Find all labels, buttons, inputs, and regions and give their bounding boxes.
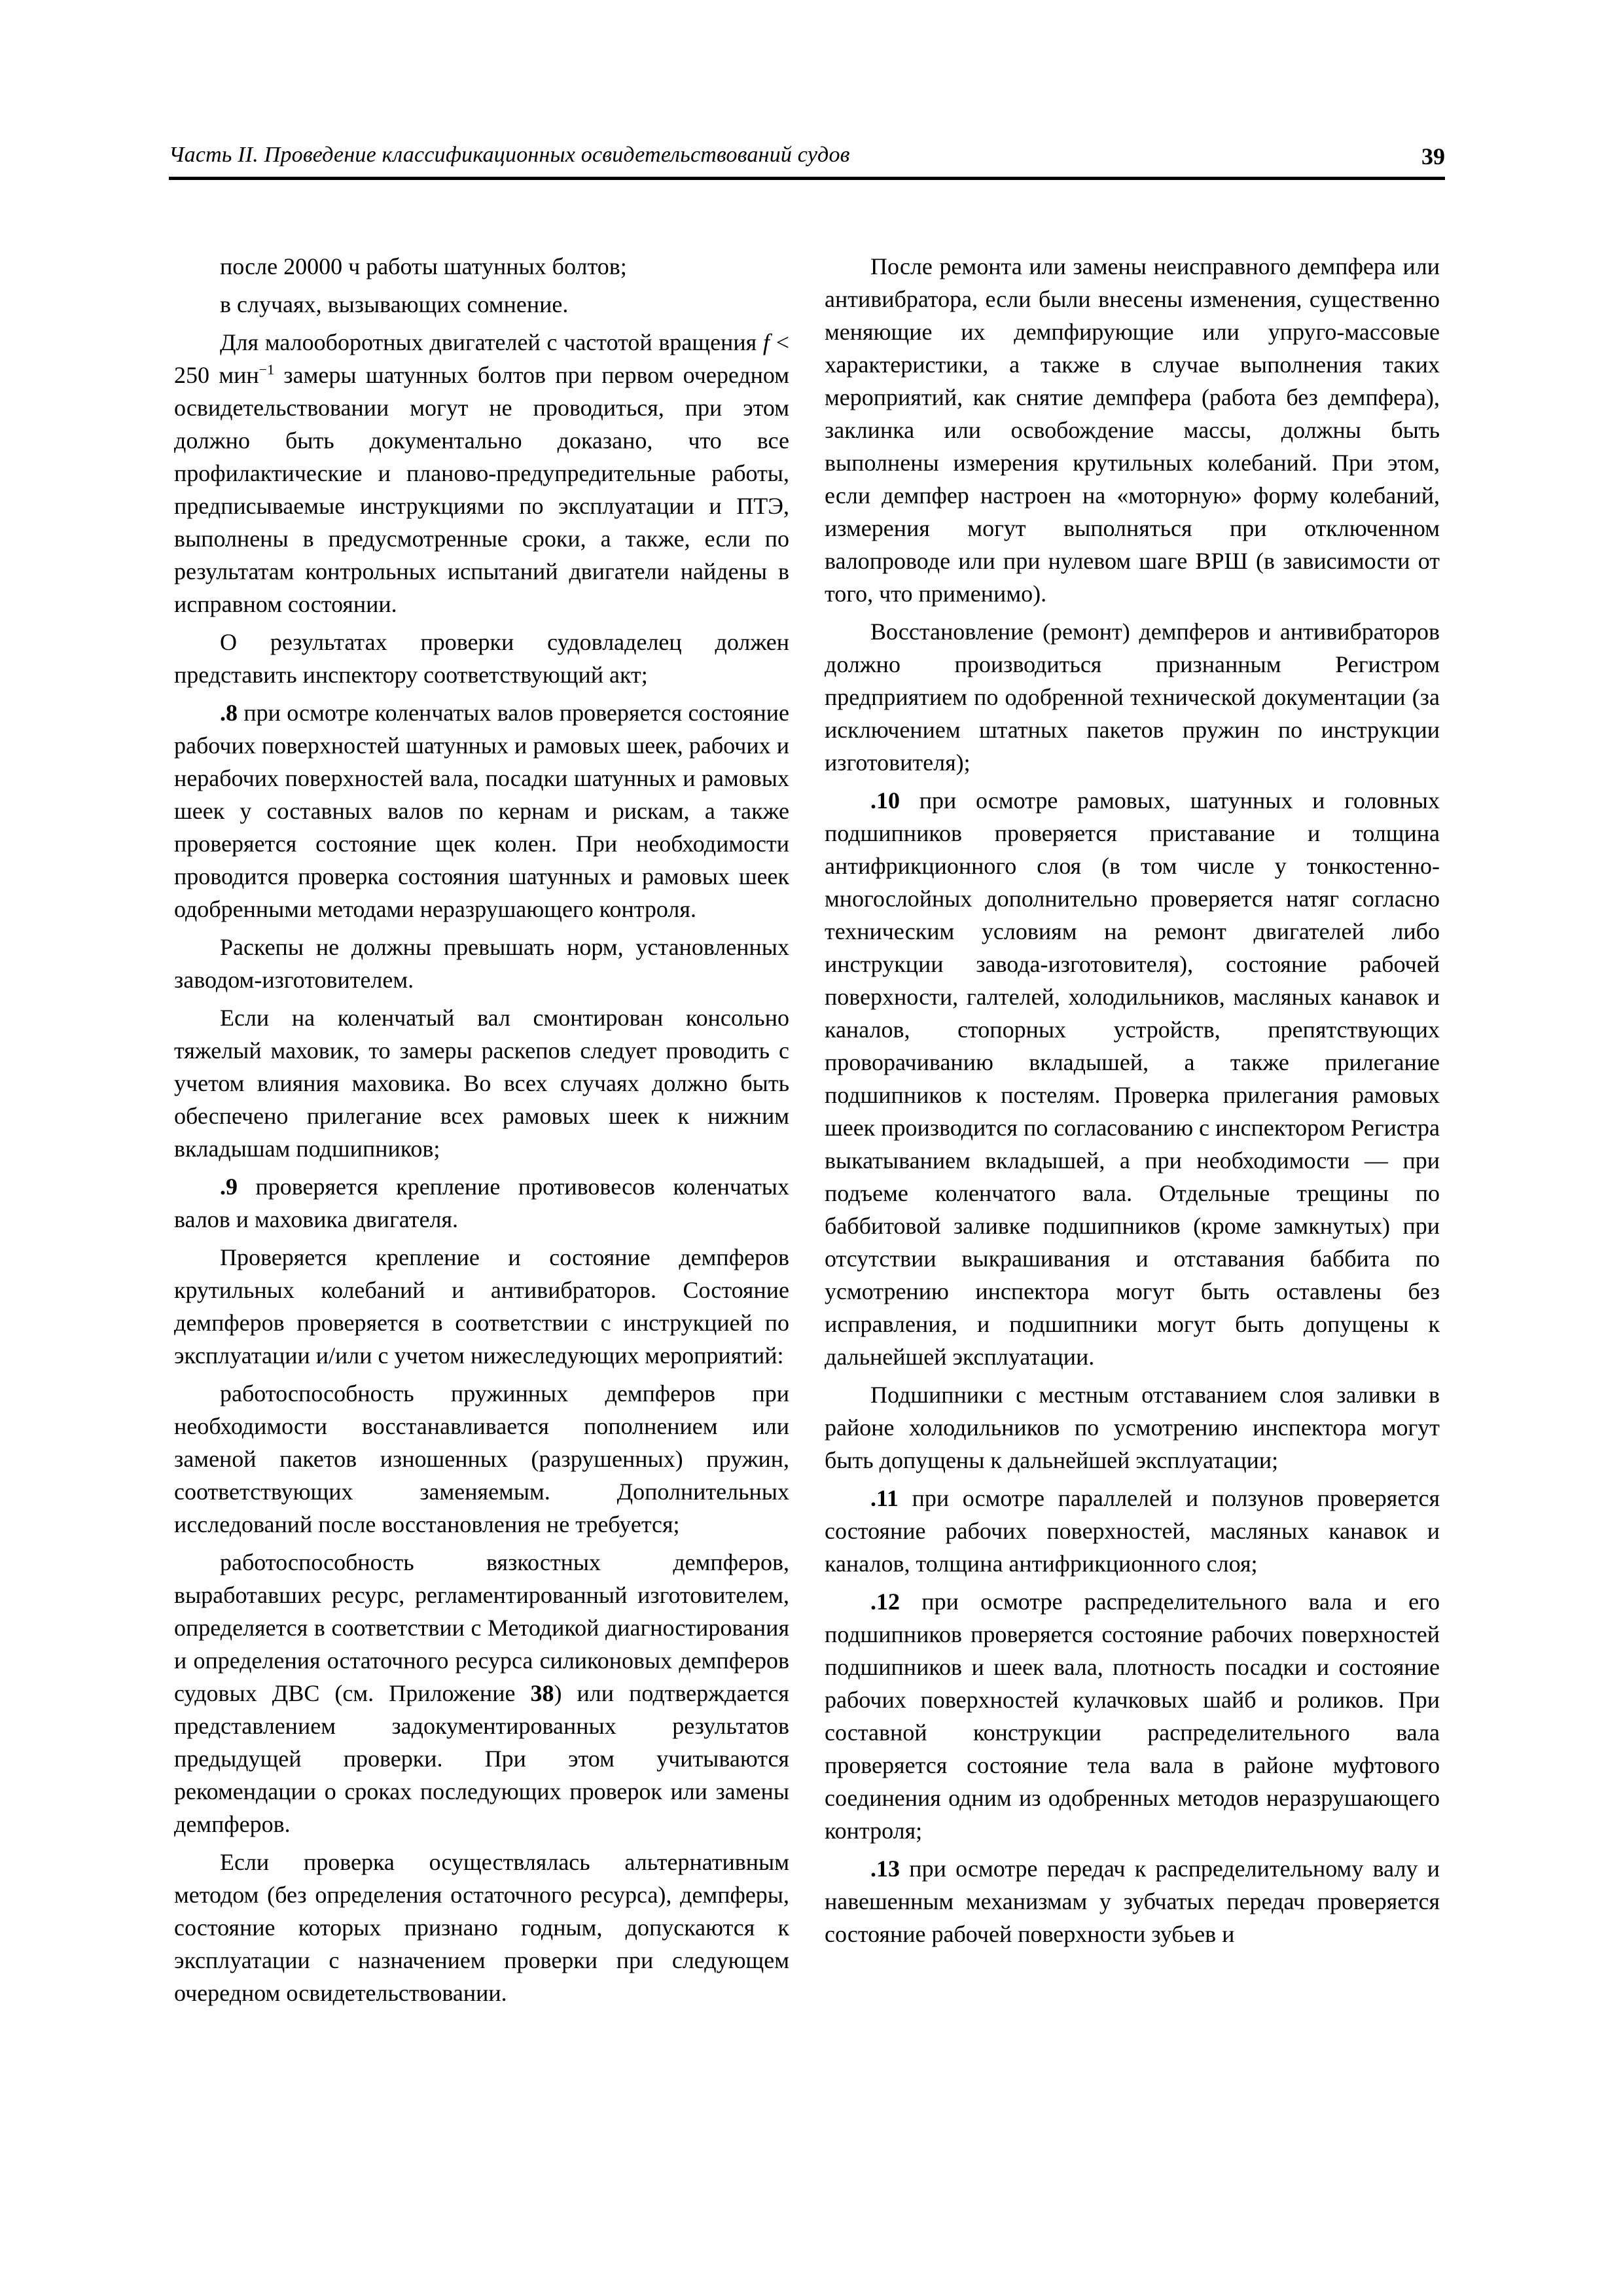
paragraph: после 20000 ч работы шатунных болтов; <box>220 253 627 279</box>
paragraph: работоспособность пружинных демпферов при необходимости восстанавливается пополнением или заменой пакетов изношенных (разрушенных) пружин, соответствующих заменяемым. Дополнительных исследований после восстановления не требуется; <box>174 1380 789 1537</box>
paragraph: Раскепы не должны превышать норм, установленных заводом-изготовителем. <box>174 934 789 993</box>
header-rule <box>169 177 1445 180</box>
paragraph: .12 при осмотре распределительного вала и его подшипников проверяется состояние рабочих поверхностей подшипников и шеек вала, плотность посадки и состояние рабочих поверхностей кулачковых шайб и роликов. При составной конструкции распределительного вала проверяется состояние тела вала в районе муфтового соединения одним из одобренных методов неразрушающего контроля; <box>825 1588 1440 1844</box>
running-header <box>169 143 1445 182</box>
paragraph: .10 при осмотре рамовых, шатунных и головных подшипников проверяется приставание и толщина антифрикционного слоя (в том числе у тонкостенно-многослойных дополнительно проверяется натяг согласно техническим условиям на ремонт двигателей либо инструкции завода-изготовителя), состояние рабочей поверхности, галтелей, холодильников, масляных канавок и каналов, стопорных устройств, препятствующих проворачиванию вкладышей, а также прилегание подшипников к постелям. Проверка прилегания рамовых шеек производится по согласованию с инспектором Регистра выкатыванием вкладышей, а при необходимости — при подъеме коленчатого вала. Отдельные трещины по баббитовой заливке подшипников (кроме замкнутых) при отсутствии выкрашивания и отставания баббита по усмотрению инспектора могут быть оставлены без исправления, и подшипники могут быть допущены к дальнейшей эксплуатации. <box>825 787 1440 1370</box>
paragraph: работоспособность вязкостных демпферов, выработавших ресурс, регламентированный изготовителем, определяется в соответствии с Методикой диагностирования и определения остаточного ресурса силиконовых демпферов судовых ДВС (см. Приложение 38) или подтверждается представлением задокументированных результатов предыдущей проверки. При этом учитываются рекомендации о сроках последующих проверок или замены демпферов. <box>174 1549 789 1837</box>
paragraph: Если проверка осуществлялась альтернативным методом (без определения остаточного ресурса), демпферы, состояние которых признано годным, допускаются к эксплуатации с назначением проверки при следующем очередном освидетельствовании. <box>174 1849 789 2006</box>
running-title: Часть II. Проведение классификационных освидетельствований судов <box>169 143 850 167</box>
paragraph: .8 при осмотре коленчатых валов проверяется состояние рабочих поверхностей шатунных и рамовых шеек, рабочих и нерабочих поверхностей вала, посадки шатунных и рамовых шеек у составных валов по кернам и рискам, а также проверяется состояние щек колен. При необходимости проводится проверка состояния шатунных и рамовых шеек одобренными методами неразрушающего контроля. <box>174 700 789 922</box>
paragraph: Восстановление (ремонт) демпферов и антивибраторов должно производиться признанным Регистром предприятием по одобренной технической документации (за исключением штатных пакетов пружин по инструкции изготовителя); <box>825 619 1440 776</box>
paragraph: Подшипники с местным отставанием слоя заливки в районе холодильников по усмотрению инспектора могут быть допущены к дальнейшей эксплуатации; <box>825 1382 1440 1473</box>
page-number: 39 <box>1421 143 1445 170</box>
paragraph: Для малооборотных двигателей с частотой вращения f < 250 мин$^{-1}$ замеры шатунных болтов при первом очередном освидетельствовании могут не проводиться, при этом должно быть документально доказано, что все профилактические и планово-предупредительные работы, предписываемые инструкциями по эксплуатации и ПТЭ, выполнены в предусмотренные сроки, а также, если по результатам контрольных испытаний двигатели найдены в исправном состоянии. <box>174 329 790 617</box>
paragraph: Проверяется крепление и состояние демпферов крутильных колебаний и антивибраторов. Состояние демпферов проверяется в соответствии с инструкцией по эксплуатации и/или с учетом нижеследующих мероприятий: <box>174 1244 789 1369</box>
paragraph: .13 при осмотре передач к распределительному валу и навешенным механизмам у зубчатых передач проверяется состояние рабочей поверхности зубьев и <box>825 1856 1440 1947</box>
paragraph: .11 при осмотре параллелей и ползунов проверяется состояние рабочих поверхностей, масляных канавок и каналов, толщина антифрикционного слоя; <box>825 1485 1440 1577</box>
paragraph: О результатах проверки судовладелец должен представить инспектору соответствующий акт; <box>174 629 789 688</box>
paragraph: .9 проверяется крепление противовесов коленчатых валов и маховика двигателя. <box>174 1174 789 1232</box>
left-column <box>174 250 789 2015</box>
paragraph: в случаях, вызывающих сомнение. <box>220 291 569 317</box>
paragraph: Если на коленчатый вал смонтирован консольно тяжелый маховик, то замеры раскепов следует проводить с учетом влияния маховика. Во всех случаях должно быть обеспечено прилегание всех рамовых шеек к нижним вкладышам подшипников; <box>174 1005 789 1162</box>
paragraph: После ремонта или замены неисправного демпфера или антивибратора, если были внесены изменения, существенно меняющие их демпфирующие или упруго-массовые характеристики, а также в случае выполнения таких мероприятий, как снятие демпфера (работа без демпфера), заклинка или освобождение массы, должны быть выполнены измерения крутильных колебаний. При этом, если демпфер настроен на «моторную» форму колебаний, измерения могут выполняться при отключенном валопроводе или при нулевом шаге ВРШ (в зависимости от того, что применимо). <box>825 253 1440 607</box>
right-column <box>825 250 1440 1956</box>
